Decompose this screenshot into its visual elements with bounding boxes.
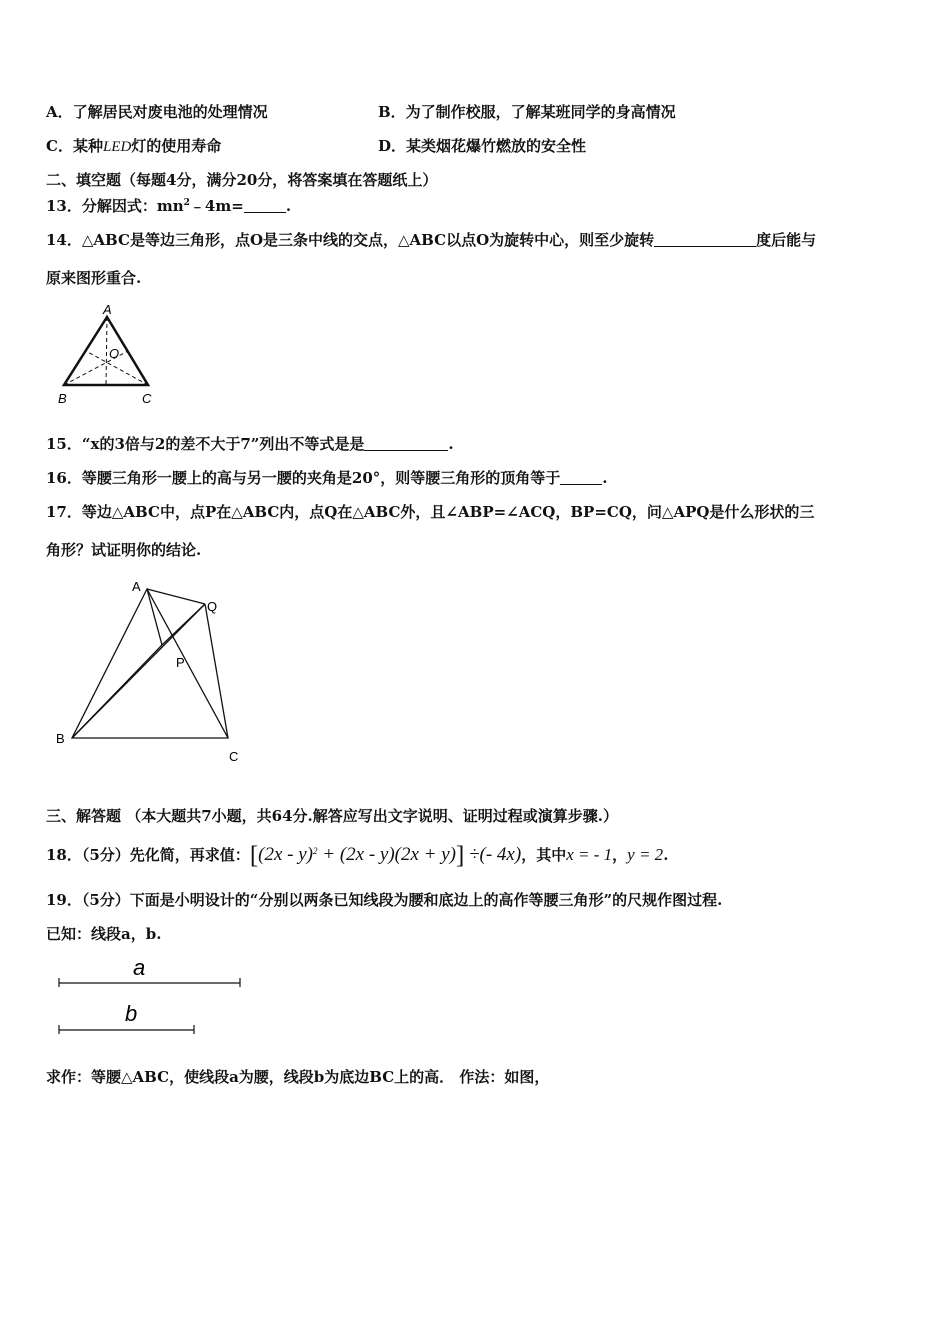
segment-bp bbox=[72, 645, 162, 738]
option-d: D．某类烟花爆竹燃放的安全性 bbox=[378, 137, 587, 155]
option-c bbox=[46, 136, 221, 157]
label-o: O bbox=[109, 346, 120, 361]
q18-cond-x: x = - 1 bbox=[566, 845, 613, 864]
q14-text: 14．△ABC是等边三角形，点O是三条中线的交点，△ABC以点O为旋转中心，则至少旋转 bbox=[46, 231, 655, 249]
q13-end: . bbox=[285, 197, 292, 215]
label-b: B bbox=[58, 391, 67, 406]
question-18 bbox=[46, 842, 668, 869]
q16-answer-blank[interactable] bbox=[560, 470, 602, 485]
question-16 bbox=[46, 468, 608, 488]
label-q: Q bbox=[207, 599, 218, 614]
q18-comma: ， bbox=[612, 846, 628, 864]
segment-ap bbox=[147, 589, 162, 645]
q18-cond-y: y = 2 bbox=[627, 845, 664, 864]
segment-pq bbox=[162, 604, 205, 645]
median-a bbox=[106, 317, 107, 385]
option-a: A．了解居民对废电池的处理情况 bbox=[46, 103, 268, 121]
q16-end: . bbox=[602, 469, 608, 487]
label-a: A bbox=[103, 302, 112, 317]
q13-text: 13．分解因式：mn bbox=[46, 197, 184, 215]
option-c-suffix: 灯的使用寿命 bbox=[131, 137, 222, 155]
q14-text-tail: 度后能与 bbox=[756, 231, 817, 249]
q13-text-b: ﹣4m= bbox=[189, 197, 244, 215]
option-c-term: LED bbox=[102, 139, 132, 155]
label-b: b bbox=[125, 1001, 138, 1026]
question-17-line2: 角形？试证明你的结论. bbox=[46, 541, 202, 559]
q15-end: . bbox=[448, 435, 454, 453]
question-14-line2: 原来图形重合. bbox=[46, 269, 142, 287]
q18-bracket-open: [ bbox=[249, 842, 259, 869]
q13-answer-blank[interactable] bbox=[244, 198, 286, 213]
question-13 bbox=[46, 196, 291, 216]
q18-middle: ，其中 bbox=[521, 846, 567, 864]
option-b: B．为了制作校服，了解某班同学的身高情况 bbox=[378, 103, 676, 121]
question-19-line1: 19．（5分）下面是小明设计的“分别以两条已知线段为腰和底边上的高作等腰三角形”的尺规作图过程. bbox=[46, 891, 723, 909]
q18-expr-exponent: 2 bbox=[313, 846, 318, 856]
q19-segments-figure bbox=[55, 955, 255, 1040]
question-15 bbox=[46, 434, 454, 454]
question-17-line1: 17．等边△ABC中，点P在△ABC内，点Q在△ABC外，且∠ABP=∠ACQ，BP=CQ，问△APQ是什么形状的三 bbox=[46, 503, 815, 521]
q13-exponent: 2 bbox=[183, 198, 190, 208]
label-a: a bbox=[133, 955, 146, 980]
question-14-line1 bbox=[46, 230, 816, 250]
q18-end: . bbox=[663, 846, 669, 864]
label-c: C bbox=[142, 391, 152, 406]
q16-text: 16．等腰三角形一腰上的高与另一腰的夹角是20°，则等腰三角形的顶角等于 bbox=[46, 469, 561, 487]
q17-triangle-figure bbox=[50, 575, 250, 775]
triangle-abc bbox=[72, 589, 228, 738]
label-b: B bbox=[56, 731, 65, 746]
option-c-prefix: C．某种 bbox=[46, 137, 103, 155]
q18-prefix: 18．（5分）先化简，再求值： bbox=[46, 846, 250, 864]
label-a: A bbox=[132, 579, 141, 594]
q14-answer-blank[interactable] bbox=[654, 232, 756, 247]
q18-expr-div: ÷(- 4x) bbox=[464, 844, 522, 865]
q18-expr-part2: + (2x - y)(2x + y) bbox=[317, 844, 457, 865]
q18-expression bbox=[249, 842, 522, 869]
segment-aq bbox=[147, 589, 205, 604]
q15-text: 15．“x的3倍与2的差不大于7”列出不等式是是 bbox=[46, 435, 365, 453]
q14-triangle-figure bbox=[50, 300, 160, 410]
section-3-heading: 三、解答题 （本大题共7小题，共64分.解答应写出文字说明、证明过程或演算步骤.） bbox=[46, 807, 618, 825]
section-2-heading: 二、填空题（每题4分，满分20分，将答案填在答题纸上） bbox=[46, 171, 438, 189]
q15-answer-blank[interactable] bbox=[364, 436, 448, 451]
label-c: C bbox=[229, 749, 239, 764]
label-p: P bbox=[176, 655, 185, 670]
q18-bracket-close: ] bbox=[456, 842, 465, 869]
question-19-task: 求作：等腰△ABC，使线段a为腰，线段b为底边BC上的高． 作法：如图， bbox=[46, 1068, 550, 1086]
q18-expr-part1: (2x - y) bbox=[258, 844, 313, 865]
question-19-given: 已知：线段a，b. bbox=[46, 925, 162, 943]
